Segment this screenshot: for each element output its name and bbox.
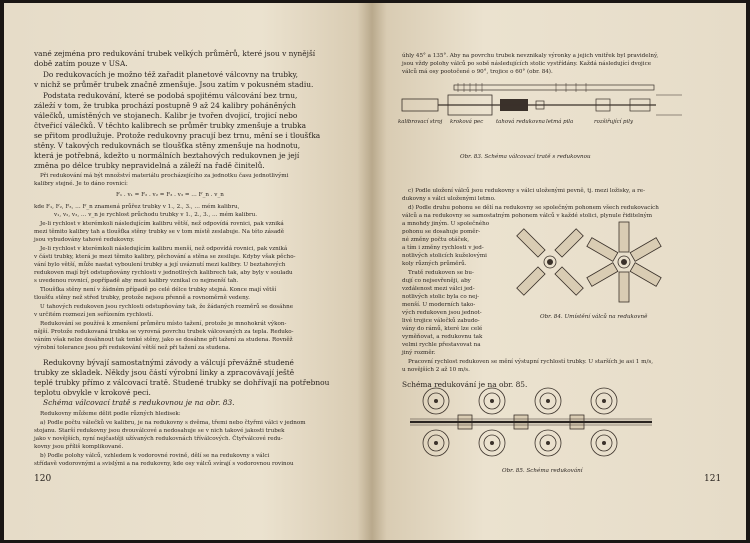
right-text-line: jiný rozměr. bbox=[402, 350, 436, 356]
right-text-line: Schéma redukování je na obr. 85. bbox=[402, 380, 528, 389]
right-text-line: a tím i změny rychlosti v jed- bbox=[402, 245, 484, 251]
right-text-line: pohonu se dosahuje poměr- bbox=[402, 229, 481, 235]
fig83-label-krokova-pec: kroková pec bbox=[450, 119, 484, 125]
left-text-line: v₁, v₂, v₃, … v_n je rychlost průchodu trubky v 1., 2., 3., … mém kalibru. bbox=[54, 212, 258, 218]
right-text-line: velmi rychle přestavovat na bbox=[402, 342, 481, 348]
right-text-line: koly různých průměrů. bbox=[402, 261, 467, 267]
left-text-line: střídavě vodorovnými a svislými a na redukovny, kde osy válců svírají s vodorovnou rovinou bbox=[34, 461, 294, 467]
left-text-line: Je-li rychlost v kterémkoli následujícím kalibru menší, než odpovídá rovnici, pak vzniká bbox=[40, 246, 288, 252]
left-text-line: U tahových redukoven jsou rychlosti odstupňovány tak, že žádaných rozměrů se dosáhne bbox=[40, 304, 294, 310]
right-text-line: vých redukoven jsou jednot- bbox=[402, 310, 482, 316]
right-text-line: vzdálenost mezi válci jed- bbox=[402, 286, 475, 292]
fig83-label-letma-pila: letmá pila bbox=[546, 119, 574, 125]
left-text-line: teplotu obvykle v krokové peci. bbox=[34, 388, 151, 397]
left-text-line: změna po délce trubky nepravidelná a záleží na řadě činitelů. bbox=[34, 161, 265, 170]
figure-83-caption: Obr. 83. Schéma válcovací tratě s redukovnou bbox=[460, 154, 591, 160]
left-text-line: teplé trubky přímo z válcovací tratě. Studené trubky se dohřívají na potřebnou bbox=[34, 378, 330, 387]
figure-85-reducing-scheme bbox=[408, 381, 656, 463]
left-text-line: válečků, umístěných ve stojanech. Kalibr je tvořen dvojicí, trojicí nebo bbox=[34, 111, 298, 120]
left-text-line: výrobní tolerance jsou při redukování větší než při tažení za studena. bbox=[34, 345, 231, 351]
right-text-line: válců má osy pootočené o 90°, trojice o 60° (obr. 84). bbox=[402, 69, 553, 75]
left-text-line: Tloušťka stěny není v žádném případě po celé délce trubky stejná. Konce mají větší bbox=[40, 287, 277, 293]
left-text-line: Redukovny můžeme dělit podle různých hledisek: bbox=[40, 411, 181, 417]
left-text-line: v části trubky, která je mezi těmito kalibry, pěchování a stěna se zesiluje. Kdyby však pěcho- bbox=[34, 254, 296, 260]
left-text-line: v určitém rozmezí jen seřízením rychlostí. bbox=[34, 312, 154, 318]
right-text-line: livé trojice válečků zabudo- bbox=[402, 318, 480, 324]
right-text-line: válců a na redukovny se samostatným pohonem válců v každé stolici, plynule řiditelným bbox=[402, 213, 653, 219]
left-text-line: kde F₁, F₂, F₃, … F_n znamená průřez trubky v 1., 2., 3., … mém kalibru, bbox=[34, 204, 240, 210]
fig83-label-kalibrovaci: kalibrovací stroj bbox=[398, 119, 443, 125]
right-text-line: jsou vždy polohy válců po sobě následujících stolic vystřídány. Každá následující dvojice bbox=[402, 61, 652, 67]
right-text-line: né změny počtu otáček, bbox=[402, 237, 470, 243]
left-text-line: Je-li rychlost v kterémkoli následujícím kalibru větší, než odpovídá rovnici, pak vzniká bbox=[40, 221, 284, 227]
left-text-line: Při redukování má být množství materiálu procházejícího za jednotku času jednotlivými bbox=[40, 173, 289, 179]
fig83-label-rozsirujici: rozšiřující pily bbox=[594, 119, 633, 125]
right-text-line: dukovny s válci uloženými letmo. bbox=[402, 196, 496, 202]
left-text-line: která je potřebná, kdežto u normálních beztahových redukovnen je její bbox=[34, 151, 300, 160]
right-text-line: vány do rámů, které lze celé bbox=[402, 326, 483, 332]
right-text-line: dují co nejsevřeněji, aby bbox=[402, 278, 471, 284]
right-text-line: d) Podle druhu pohonu se dělí na redukovny se společným pohonem všech redukovacích bbox=[408, 205, 659, 211]
figure-84-roll-positions bbox=[512, 217, 662, 307]
left-text-line: F₁ . v₁ = F₂ . v₂ = F₃ . v₃ = … F_n . v_n bbox=[116, 192, 224, 198]
left-text-line: vané zejména pro redukování trubek velkých průměrů, které jsou v nynější bbox=[34, 49, 316, 58]
left-text-line: stěny. V takových redukovnách se tloušťka stěny zmenšuje na hodnotu, bbox=[34, 141, 301, 150]
right-text-line: notlivých stolicích kuželovými bbox=[402, 253, 487, 259]
figure-83-rolling-line bbox=[396, 77, 688, 143]
page-number-left: 120 bbox=[34, 474, 52, 484]
left-text-line: a) Podle počtu válečků ve kalibru, je na redukovny s dvěma, třemi nebo čtyřmi válci v jednom bbox=[40, 420, 306, 426]
left-text-line: b) Podle polohy válců, vzhledem k vodorovné rovině, dělí se na redukovny s válci bbox=[40, 453, 270, 459]
page-number-right: 121 bbox=[704, 474, 722, 484]
left-text-line: Do redukovacích je možno též zařadit planetové válcovny na trubky, bbox=[43, 70, 299, 79]
left-text-line: nější. Protože redukovaná trubka se vyrovná povrchu trubek válcovaných za tepla. Reduko- bbox=[34, 329, 294, 335]
left-text-line: jsou vybudovány tahové redukovny. bbox=[34, 237, 135, 243]
right-text-line: úhly 45° a 135°. Aby na povrchu trubek nevznikaly výronky a jejich vnitřek byl pravidelný, bbox=[402, 53, 659, 59]
left-text-line: stojanu. Starší redukovny jsou dvouválcové a nedosahuje se v nich takové jakosti trubek bbox=[34, 428, 285, 434]
book-spread bbox=[4, 3, 746, 540]
left-text-line: vání bylo větší, může nastat vyboulení trubky a její uváznutí mezi kalibry. U beztahových bbox=[34, 262, 286, 268]
left-text-line: kalibry stejné. Je to dáno rovnicí: bbox=[34, 181, 128, 187]
fig83-label-tahova: tahová redukovna bbox=[496, 119, 546, 125]
right-text-line: c) Podle uložení válců jsou redukovny s válci uloženými pevně, tj. mezi ložisky, a re- bbox=[408, 188, 646, 194]
left-text-line: čtveřicí válečků. V těchto kalibrech se průměr trubky zmenšuje a trubka bbox=[34, 121, 307, 130]
right-text-line: Pracovní rychlost redukoven se mění výstupní rychlostí trubky. U starších je asi 1 m/s, bbox=[408, 359, 653, 365]
left-text-line: redukoven mají být odstupňovány rychlosti v jednotlivých kalibrech tak, aby byly v souladu bbox=[34, 270, 293, 276]
left-text-line: v nichž se průměr trubek značně zmenšuje. Jsou zatím v pokusném stadiu. bbox=[34, 80, 314, 89]
left-text-line: Podstata redukování, které se podobá spojitému válcování bez trnu, bbox=[43, 91, 298, 100]
right-text-line: Tratě redukoven se bu- bbox=[408, 270, 474, 276]
left-text-line: trubky ze skladek. Někdy jsou částí výrobní linky a zpracovávají ještě bbox=[34, 368, 295, 377]
right-page bbox=[372, 3, 746, 540]
left-text-line: s uvedenou rovnicí, popřípadě aby mezi kalibry vznikal co nejmenší tah. bbox=[34, 278, 239, 284]
left-text-line: Redukovny bývají samostatnými závody a válcují převážně studené bbox=[43, 358, 294, 367]
left-text-line: Redukování se používá k zmenšení průměru místo tažení, protože je mnohokrát výkon- bbox=[40, 321, 287, 327]
figure-84-caption: Obr. 84. Umístění válců na redukovně bbox=[540, 314, 648, 320]
left-text-line: kovny jsou příliš komplikované. bbox=[34, 444, 124, 450]
figure-85-caption: Obr. 85. Schéma redukování bbox=[502, 468, 583, 474]
left-text-line: váním však nelze dosáhnout tak tenké stěny, jako se dosáhne při tažení za studena. Rovněž bbox=[34, 337, 293, 343]
left-text-line: tloušťu stěny než střed trubky, protože nejsou přenně a rovnoměrně vedeny. bbox=[34, 295, 250, 301]
left-text-line: jako v novějších, nyní nejčastěji užívaných redukovnách tříválcových. Čtyřválcové redu- bbox=[34, 436, 283, 442]
right-text-line: a mnohdy jiným. U společného bbox=[402, 221, 490, 227]
left-text-line: mezi těmito kalibry tah a tloušťka stěny trubky se v tom místě zeslabuje. Na této zásadě bbox=[34, 229, 285, 235]
left-page bbox=[4, 3, 372, 540]
right-text-line: vyměňovat, a redukovnu tak bbox=[402, 334, 483, 340]
right-text-line: u novějších 2 až 10 m/s. bbox=[402, 367, 470, 373]
left-text-line: se přitom prodlužuje. Protože redukovny pracují bez trnu, mění se i tloušťka bbox=[34, 131, 321, 140]
left-text-line: Schéma válcovací tratě s redukovnou je na obr. 83. bbox=[43, 398, 235, 407]
right-text-line: menší. U moderních tako- bbox=[402, 302, 476, 308]
left-text-line: záleží v tom, že trubka prochází postupně 9 až 24 kalibry poháněných bbox=[34, 101, 296, 110]
right-text-line: notlivých stolic byla co nej- bbox=[402, 294, 480, 300]
left-text-line: době zatím pouze v USA. bbox=[34, 59, 128, 68]
